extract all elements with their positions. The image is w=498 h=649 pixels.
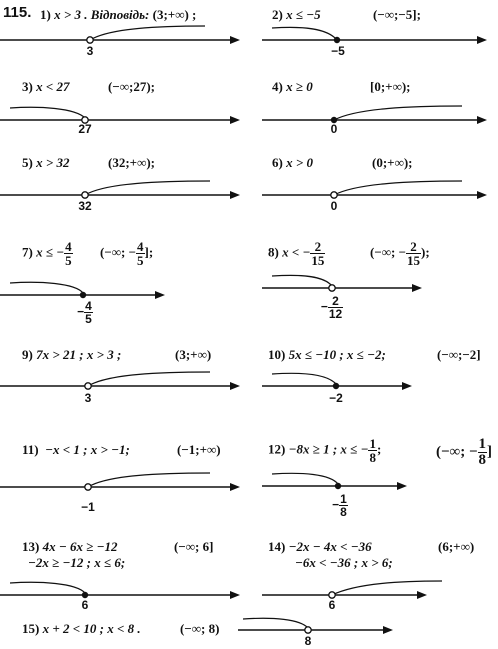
item-5-answer: (32;+∞);: [108, 155, 155, 170]
closed-point: [333, 383, 339, 389]
item-4-point: 0: [330, 122, 338, 136]
item-9-point: 3: [84, 391, 92, 405]
number-line-6: [262, 175, 498, 205]
item-1-point: 3: [86, 44, 94, 58]
item-12-condition: 12) −8x ≥ 1 ; x ≤ − $\frac{1}{8}$ ;: [268, 436, 382, 465]
item-11-point: −1: [81, 500, 95, 514]
item-2-answer: (−∞;−5];: [373, 7, 421, 22]
item-8-answer: (−∞; − $\frac{2}{15}$ );: [370, 239, 430, 268]
item-10-condition: 10) 5x ≤ −10 ; x ≤ −2;: [268, 347, 386, 362]
item-1-condition: 1) x > 3 . Відповідь: (3;+∞) ;: [40, 7, 197, 22]
item-12-answer: (−∞; − $\frac{1}{8}$ ]: [436, 436, 493, 468]
item-7-condition: 7) x ≤ − $\frac{4}{5}$: [22, 239, 72, 268]
open-point: [85, 484, 91, 490]
answer-word: Відповідь:: [90, 7, 150, 22]
exercise-number: 115.: [3, 4, 32, 21]
item-5-point: 32: [78, 199, 92, 213]
item-13-point: 6: [81, 598, 89, 612]
open-point: [329, 285, 335, 291]
open-point: [331, 192, 337, 198]
item-11-answer: (−1;+∞): [177, 442, 221, 457]
number-line-8: [262, 268, 498, 298]
item-6-answer: (0;+∞);: [372, 155, 413, 170]
number-line-1: [0, 20, 240, 50]
number-line-5: [0, 175, 240, 205]
item-2-point: −5: [331, 44, 345, 58]
item-15-condition: 15) x + 2 < 10 ; x < 8 .: [22, 621, 141, 636]
number-line-9: [0, 366, 240, 396]
item-3-point: 27: [78, 122, 92, 136]
item-13-answer: (−∞; 6]: [174, 539, 214, 554]
item-14-point: 6: [328, 598, 336, 612]
item-3-answer: (−∞;27);: [108, 79, 155, 94]
number-line-4: [262, 100, 498, 130]
item-11-condition: 11) −x < 1 ; x > −1;: [22, 442, 130, 457]
item-14-condition-line2: −6x < −36 ; x > 6;: [295, 555, 393, 570]
item-1-answer: (3;+∞) ;: [152, 7, 197, 22]
item-9-condition: 9) 7x > 21 ; x > 3 ;: [22, 347, 122, 362]
item-15-answer: (−∞; 8): [180, 621, 220, 636]
number-line-12: [262, 466, 498, 496]
item-12-point: − $\frac{1}{8}$: [332, 492, 347, 519]
number-line-13: [0, 575, 240, 605]
closed-point: [80, 292, 86, 298]
item-2-condition: 2) x ≤ −5: [272, 7, 321, 22]
number-line-10: [262, 366, 498, 396]
open-point: [305, 627, 311, 633]
item-10-answer: (−∞;−2]: [437, 347, 481, 362]
item-5-condition: 5) x > 32: [22, 155, 70, 170]
open-point: [85, 383, 91, 389]
item-14-condition: 14) −2x − 4x < −36: [268, 539, 372, 554]
number-line-2: [262, 20, 498, 50]
item-9-answer: (3;+∞): [175, 347, 212, 362]
number-line-15: [238, 612, 398, 638]
number-line-11: [0, 467, 240, 497]
item-3-condition: 3) x < 27: [22, 79, 70, 94]
item-7-answer: (−∞; − $\frac{4}{5}$ ];: [100, 239, 154, 268]
item-13-condition: 13) 4x − 6x ≥ −12: [22, 539, 118, 554]
closed-point: [335, 483, 341, 489]
number-line-3: [0, 100, 240, 130]
item-14-answer: (6;+∞): [438, 539, 475, 554]
number-line-14: [262, 575, 498, 605]
item-6-point: 0: [330, 199, 338, 213]
item-4-condition: 4) x ≥ 0: [272, 79, 313, 94]
open-point: [87, 37, 93, 43]
item-4-answer: [0;+∞);: [370, 79, 411, 94]
item-6-condition: 6) x > 0: [272, 155, 314, 170]
item-8-condition: 8) x < − $\frac{2}{15}$: [268, 239, 325, 268]
item-8-point: − $\frac{2}{12}$: [320, 294, 343, 321]
closed-point: [334, 37, 340, 43]
number-line-7: [0, 275, 240, 305]
item-10-point: −2: [329, 391, 343, 405]
item-7-point: − $\frac{4}{5}$: [77, 299, 92, 326]
item-13-condition-line2: −2x ≥ −12 ; x ≤ 6;: [28, 555, 126, 570]
open-point: [82, 192, 88, 198]
item-15-point: 8: [304, 634, 312, 648]
